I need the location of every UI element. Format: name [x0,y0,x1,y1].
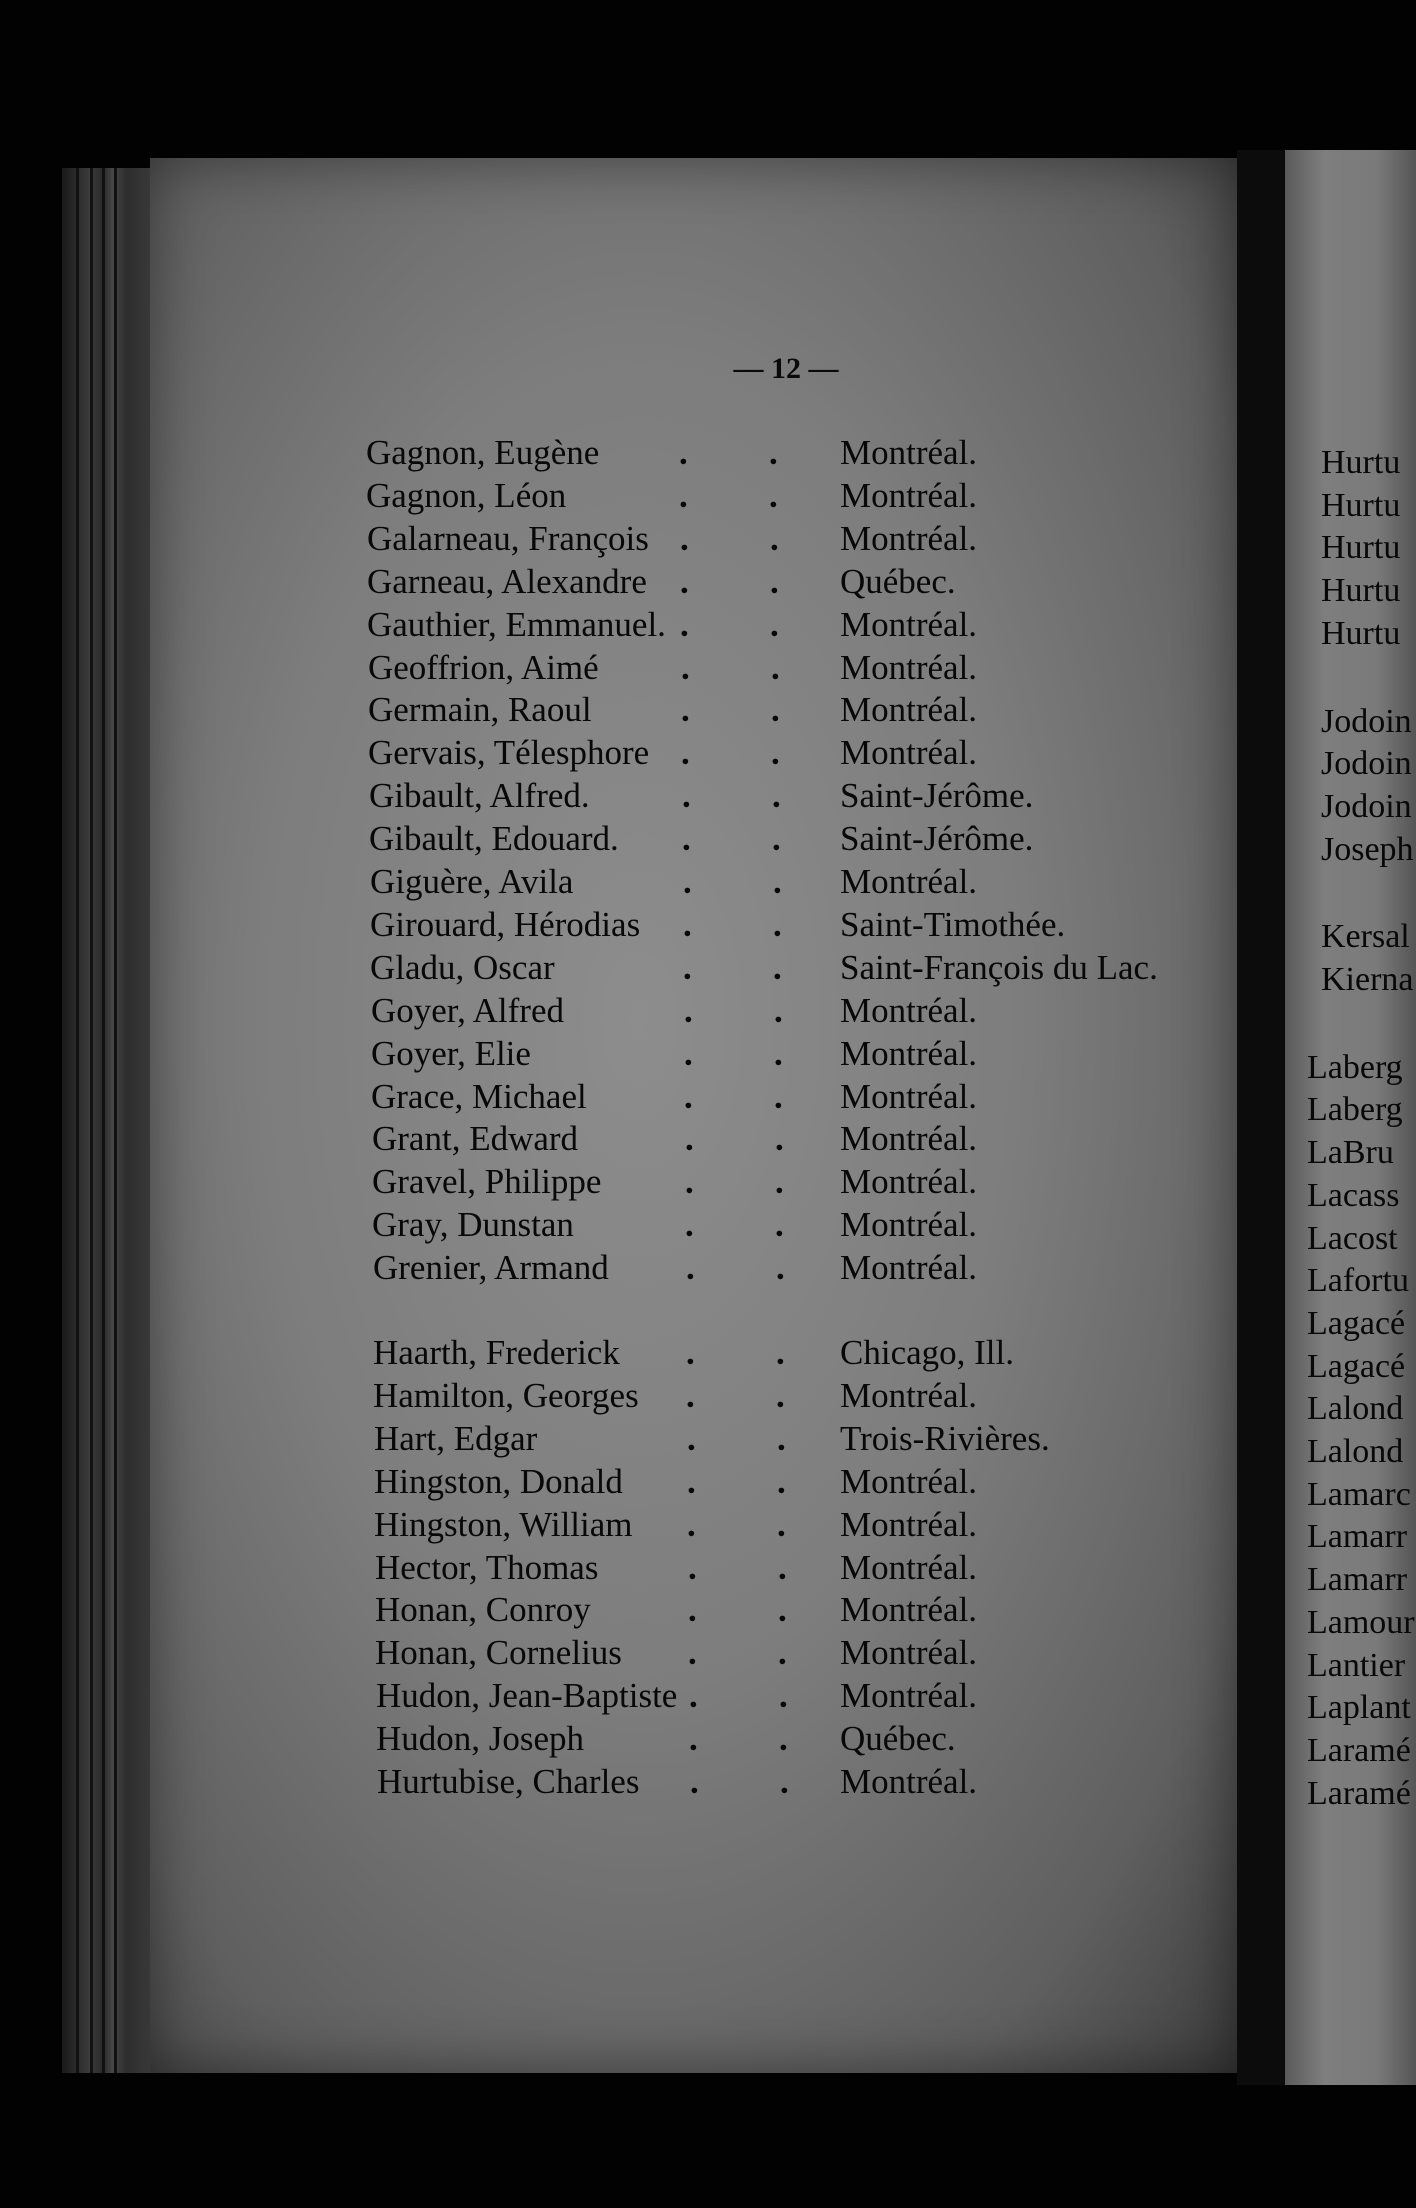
leader-dot: . [772,776,781,816]
leader-dot: . [682,819,691,859]
member-name: Girouard, Hérodias [370,904,641,944]
next-page-fragment: Hurtu [1321,572,1401,610]
leader-dot: . [770,561,779,601]
next-page-fragment: Laplant [1307,1689,1411,1727]
list-item [367,561,1190,603]
next-page-fragment: Lagacé [1307,1347,1406,1385]
next-page-fragment: Lagacé [1307,1304,1406,1342]
leader-dot: . [680,561,689,601]
list-item [368,732,1190,774]
leader-dot: . [769,433,778,472]
member-name: Gibault, Alfred. [369,776,590,816]
leader-dot: . [771,647,780,687]
member-name: Gibault, Edouard. [369,819,619,859]
member-place: Montréal. [840,433,978,472]
leader-dot: . [780,1762,789,1801]
member-place: Montréal. [840,1248,978,1288]
list-item [372,1118,1190,1160]
leader-dot: . [688,1590,697,1630]
member-name: Honan, Conroy [375,1590,591,1630]
member-name: Grant, Edward [372,1119,579,1159]
leader-dot: . [776,1333,785,1372]
leader-dot: . [771,690,780,730]
member-name: Hudon, Joseph [376,1719,585,1759]
list-item [376,1675,1190,1717]
member-name: Hart, Edgar [374,1418,538,1458]
member-place: Montréal. [840,1076,978,1116]
list-item [371,1033,1190,1075]
leader-dot: . [689,1719,698,1759]
member-place: Québec. [840,561,956,601]
leader-dot: . [687,1504,696,1544]
member-place: Montréal. [840,1162,978,1202]
member-place: Chicago, Ill. [840,1333,1014,1372]
list-item [371,1076,1190,1118]
member-place: Montréal. [840,604,978,644]
leader-dot: . [779,1676,788,1716]
leader-dot: . [686,1248,695,1288]
list-item [374,1461,1190,1503]
list-item [369,818,1190,860]
member-place: Montréal. [840,475,978,515]
leader-dot: . [681,733,690,773]
member-name: Grace, Michael [371,1076,587,1116]
leader-dot: . [681,647,690,687]
leader-dot: . [770,518,779,558]
leader-dot: . [688,1547,697,1587]
member-place: Montréal. [840,1504,978,1544]
member-place: Montréal. [840,862,978,901]
member-name: Goyer, Elie [371,1033,531,1073]
leader-dot: . [779,1719,788,1759]
member-name: Germain, Raoul [368,690,592,730]
leader-dot: . [770,604,779,644]
next-page-fragment: Lamour [1307,1603,1415,1641]
member-place: Saint-François du Lac. [840,947,1158,987]
leader-dot: . [683,947,692,987]
member-name: Goyer, Alfred [371,990,564,1030]
member-place: Montréal. [840,1633,978,1673]
leader-dot: . [774,1076,783,1116]
member-name: Hurtubise, Charles [377,1762,640,1801]
leader-dot: . [778,1547,787,1587]
next-page-fragment: Laramé [1307,1731,1411,1769]
member-place: Trois-Rivières. [840,1418,1050,1458]
next-page-fragment: Lalond [1307,1390,1404,1428]
next-page-fragment: Laberg [1307,1048,1403,1086]
list-item [367,604,1190,646]
list-item [373,1332,1190,1374]
member-place: Montréal. [840,1205,978,1245]
next-page-fragment: Lacost [1307,1219,1398,1257]
member-place: Montréal. [840,1375,978,1415]
leader-dot: . [687,1418,696,1458]
list-item [366,432,1190,474]
leader-dot: . [775,1119,784,1159]
leader-dot: . [777,1461,786,1501]
next-page-edge [1285,150,1416,2085]
member-name: Garneau, Alexandre [367,561,647,601]
list-item [372,1161,1190,1203]
next-page-fragment: Lacass [1307,1176,1400,1214]
next-page-fragment: Hurtu [1321,486,1401,524]
member-place: Montréal. [840,733,978,773]
member-name: Hingston, William [374,1504,633,1544]
member-name: Hingston, Donald [374,1461,623,1501]
next-page-fragment: Lalond [1307,1433,1404,1470]
page-gutter [1237,150,1285,2085]
leader-dot: . [778,1633,787,1673]
member-place: Montréal. [840,647,978,687]
book-binding [62,168,154,2073]
leader-dot: . [775,1205,784,1245]
list-item [375,1589,1190,1631]
leader-dot: . [689,1676,698,1716]
member-name: Hudon, Jean-Baptiste [376,1676,678,1716]
leader-dot: . [778,1590,787,1630]
member-place: Montréal. [840,1762,978,1801]
next-page-fragment: Lantier [1307,1646,1406,1684]
member-name: Gauthier, Emmanuel. [367,604,666,644]
member-name: Gagnon, Eugène [366,433,600,472]
leader-dot: . [774,1033,783,1073]
leader-dot: . [683,862,692,901]
list-item [374,1504,1190,1546]
leader-dot: . [773,904,782,944]
page-number: — 12 — [733,352,839,385]
next-page-fragment: Lamarr [1307,1561,1408,1599]
list-item [366,475,1190,517]
leader-dot: . [690,1762,699,1801]
member-place: Québec. [840,1719,956,1759]
list-item [368,689,1190,731]
member-place: Montréal. [840,1676,978,1716]
leader-dot: . [774,990,783,1030]
next-page-fragment: Joseph [1321,830,1414,868]
next-page-fragment: Laberg [1307,1091,1403,1129]
next-page-fragment: Kierna [1321,961,1414,998]
member-name: Grenier, Armand [373,1248,609,1288]
list-item [374,1418,1190,1460]
leader-dot: . [684,1033,693,1073]
list-item [372,1204,1190,1246]
leader-dot: . [769,475,778,515]
list-item [370,861,1190,903]
leader-dot: . [685,1205,694,1245]
leader-dot: . [682,776,691,816]
next-page-fragment: LaBru [1307,1134,1394,1172]
member-place: Montréal. [840,1547,978,1587]
member-name: Gervais, Télesphore [368,733,650,773]
member-place: Saint-Jérôme. [840,776,1034,816]
list-item [373,1375,1190,1417]
member-name: Hamilton, Georges [373,1375,639,1415]
next-page-fragment: Lamarr [1307,1518,1408,1556]
leader-dot: . [688,1633,697,1673]
next-page-fragment: Jodoin [1321,787,1412,825]
next-page-fragment: Kersal [1321,918,1410,956]
member-place: Montréal. [840,518,978,558]
member-name: Geoffrion, Aimé [368,647,599,687]
list-item [373,1247,1190,1289]
list-item [370,947,1190,989]
list-item [368,647,1190,689]
list-item [375,1632,1190,1674]
member-name: Gravel, Philippe [372,1162,602,1202]
member-name: Gray, Dunstan [372,1205,574,1245]
next-page-fragment: Hurtu [1321,614,1401,652]
leader-dot: . [772,819,781,859]
leader-dot: . [685,1119,694,1159]
leader-dot: . [680,604,689,644]
leader-dot: . [777,1418,786,1458]
leader-dot: . [773,862,782,901]
list-item [377,1761,1190,1803]
member-name: Galarneau, François [367,518,649,558]
member-name: Haarth, Frederick [373,1333,620,1372]
next-page-fragment: Hurtu [1321,444,1401,481]
leader-dot: . [684,990,693,1030]
next-page-fragment: Hurtu [1321,529,1401,567]
list-item [367,518,1190,560]
member-name: Gagnon, Léon [366,475,567,515]
next-page-fragment: Jodoin [1321,745,1412,783]
list-item [376,1718,1190,1760]
leader-dot: . [681,690,690,730]
leader-dot: . [686,1333,695,1372]
leader-dot: . [773,947,782,987]
member-name: Gladu, Oscar [370,947,555,987]
member-place: Saint-Timothée. [840,904,1066,944]
member-name: Hector, Thomas [375,1547,599,1587]
leader-dot: . [687,1461,696,1501]
next-page-fragment: Lamarc [1307,1475,1411,1513]
leader-dot: . [776,1375,785,1415]
leader-dot: . [679,475,688,515]
leader-dot: . [683,904,692,944]
leader-dot: . [680,518,689,558]
leader-dot: . [776,1248,785,1288]
leader-dot: . [685,1162,694,1202]
leader-dot: . [771,733,780,773]
member-place: Saint-Jérôme. [840,819,1034,859]
next-page-fragment: Laramé [1307,1774,1411,1812]
member-place: Montréal. [840,1461,978,1501]
next-page-fragment: Lafortu [1307,1262,1409,1300]
member-name: Honan, Cornelius [375,1633,622,1673]
member-place: Montréal. [840,1119,978,1159]
leader-dot: . [679,433,688,472]
list-item [369,775,1190,817]
leader-dot: . [775,1162,784,1202]
list-item [375,1547,1190,1589]
list-item [370,904,1190,946]
leader-dot: . [684,1076,693,1116]
member-place: Montréal. [840,690,978,730]
list-item [371,990,1190,1032]
member-place: Montréal. [840,990,978,1030]
leader-dot: . [777,1504,786,1544]
member-place: Montréal. [840,1033,978,1073]
leader-dot: . [686,1375,695,1415]
member-place: Montréal. [840,1590,978,1630]
member-name: Giguère, Avila [370,862,574,901]
next-page-fragment: Jodoin [1321,702,1412,740]
